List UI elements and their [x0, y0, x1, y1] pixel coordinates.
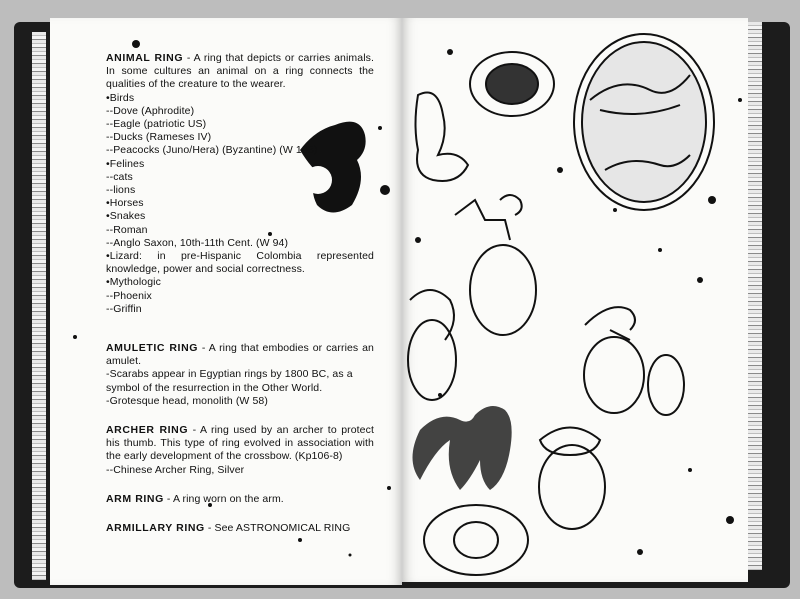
list-item: --Chinese Archer Ring, Silver	[106, 463, 245, 476]
list-item: --Phoenix	[106, 289, 152, 302]
list-item: •Mythologic	[106, 276, 161, 289]
lion-ring-sketch	[455, 195, 536, 335]
entry-term: ARCHER RING	[106, 424, 189, 437]
list-item: -Grotesque head, monolith (W 58)	[106, 394, 268, 407]
entry-term: AMULETIC RING	[106, 342, 199, 355]
entry-armillary-ring	[106, 522, 374, 535]
list-item: --Roman	[106, 223, 148, 236]
list-item: --Peacocks (Juno/Hera) (Byzantine) (W 105)	[106, 144, 318, 157]
list-item: •Horses	[106, 197, 144, 210]
entry-term: ANIMAL RING	[106, 52, 184, 64]
entry-arm-ring	[106, 493, 374, 506]
entry-term: ARMILLARY RING	[106, 522, 205, 535]
list-item: •Lizard: in pre-Hispanic Colombia represented knowledge, power and social correctness.	[106, 250, 374, 276]
list-item: •Snakes	[106, 210, 146, 223]
list-item: --Anglo Saxon, 10th-11th Cent. (W 94)	[106, 236, 289, 249]
entry-definition: - A ring used by an archer to protect his thumb. This type of ring evolved in association with the early development of the crossbow. (Kp106-8)	[106, 424, 374, 463]
list-item: -Scarabs appear in Egyptian rings by 1800 BC, as a symbol of the resurrection in the Other World.	[106, 368, 353, 394]
list-item: •Felines	[106, 157, 145, 170]
entry-amuletic-ring	[106, 342, 374, 408]
crown-ring-sketch	[539, 428, 605, 530]
scarab-ring-sketch	[470, 52, 554, 116]
archer-ring-smudge	[413, 406, 512, 490]
entry-definition: - A ring worn on the arm.	[166, 492, 284, 505]
list-item: --lions	[106, 184, 136, 197]
entry-animal-ring	[106, 52, 374, 316]
list-item: --Griffin	[106, 302, 142, 315]
entry-term: ARM RING	[106, 492, 164, 505]
pegasus-intaglio-sketch	[574, 34, 714, 210]
list-item: --Ducks (Rameses IV)	[106, 131, 212, 144]
entry-definition: - A ring that embodies or carries an amulet.	[106, 342, 374, 368]
signet-ring-sketch	[424, 505, 528, 575]
list-item: --cats	[106, 170, 133, 183]
entry-archer-ring	[106, 424, 374, 477]
list-item: --Eagle (patriotic US)	[106, 118, 207, 131]
griffin-ring-sketch	[584, 307, 684, 415]
glossary-text	[106, 52, 374, 551]
list-item: --Dove (Aphrodite)	[106, 104, 195, 117]
entry-definition: - See ASTRONOMICAL RING	[207, 522, 351, 535]
list-item: •Birds	[106, 91, 135, 104]
snake-ring-sketch	[408, 290, 456, 400]
lizard-ring-sketch	[416, 93, 469, 182]
entry-definition: - A ring that depicts or carries animals. In some cultures an animal on a ring connects the qualities of the creature to the wearer.	[106, 52, 374, 91]
